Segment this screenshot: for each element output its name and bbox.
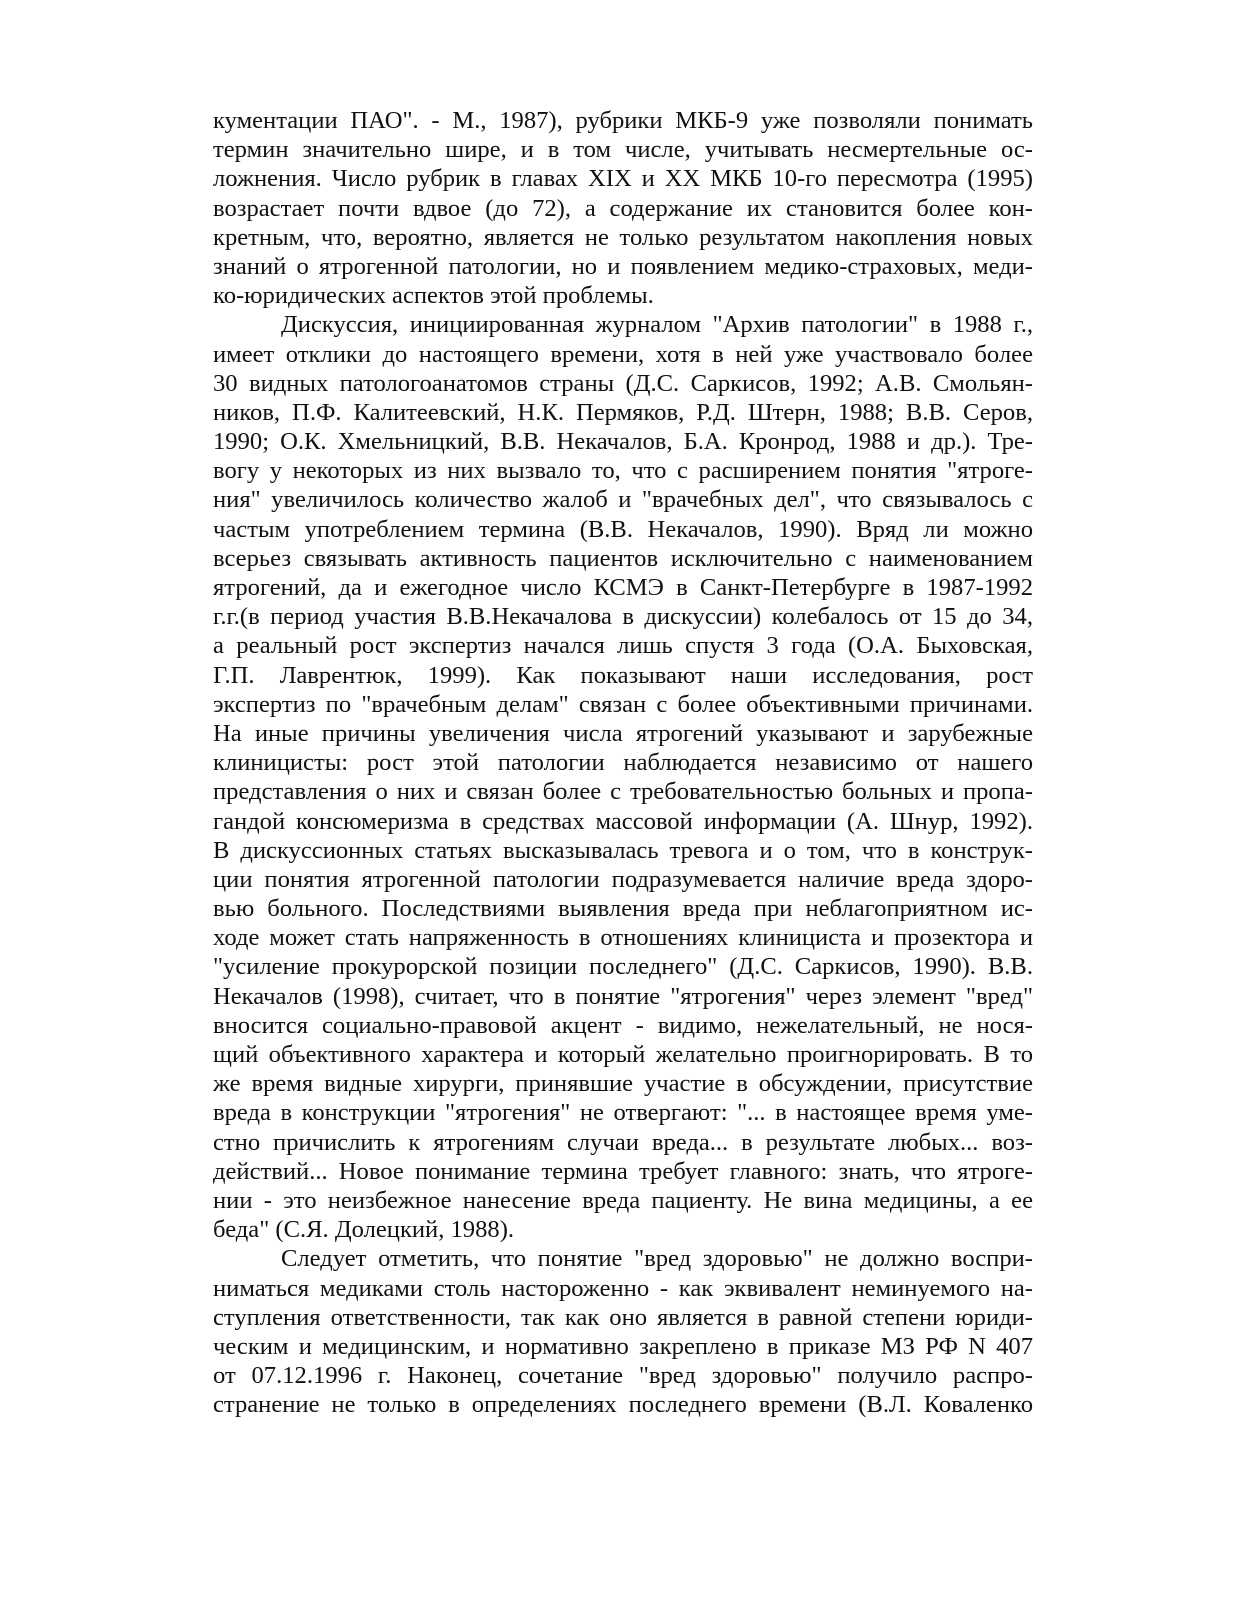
text-line: ния" увеличилось количество жалоб и "врачебных дел", что связывалось с	[213, 486, 1033, 514]
text-line: вью больного. Последствиями выявления вреда при неблагоприятном ис-	[213, 895, 1033, 923]
text-line: Дискуссия, инициированная журналом "Архив патологии" в 1988 г.,	[281, 311, 1033, 339]
text-line: Г.П. Лаврентюк, 1999). Как показывают наши исследования, рост	[213, 661, 1033, 689]
text-line: Некачалов (1998), считает, что в понятие "ятрогения" через элемент "вред"	[213, 982, 1033, 1010]
text-line: термин значительно шире, и в том числе, учитывать несмертельные ос-	[213, 136, 1033, 164]
text-line: ложнения. Число рубрик в главах XIX и XX МКБ 10-го пересмотра (1995)	[213, 165, 1033, 193]
document-page	[213, 106, 1033, 1419]
text-line: 1990; О.К. Хмельницкий, В.В. Некачалов, Б.А. Кронрод, 1988 и др.). Тре-	[213, 428, 1033, 456]
text-line: знаний о ятрогенной патологии, но и появлением медико-страховых, меди-	[213, 252, 1033, 280]
text-line: ходе может стать напряженность в отношениях клинициста и прозектора и	[213, 924, 1033, 952]
text-line: Следует отметить, что понятие "вред здоровью" не должно воспри-	[281, 1245, 1033, 1273]
text-line: нии - это неизбежное нанесение вреда пациенту. Не вина медицины, а ее	[213, 1186, 1033, 1214]
text-line: действий... Новое понимание термина требует главного: знать, что ятроге-	[213, 1157, 1033, 1185]
text-line: беда" (С.Я. Долецкий, 1988).	[213, 1216, 515, 1244]
text-line: ческим и медицинским, и нормативно закреплено в приказе МЗ РФ N 407	[213, 1332, 1033, 1360]
text-line: вносится социально-правовой акцент - видимо, нежелательный, не нося-	[213, 1011, 1033, 1039]
text-line: кретным, что, вероятно, является не только результатом накопления новых	[213, 223, 1033, 251]
text-line: гандой консюмеризма в средствах массовой информации (А. Шнур, 1992).	[213, 807, 1033, 835]
text-line: 30 видных патологоанатомов страны (Д.С. Саркисов, 1992; А.В. Смольян-	[213, 369, 1033, 397]
text-line: ниматься медиками столь настороженно - как эквивалент неминуемого на-	[213, 1274, 1033, 1302]
paragraph	[213, 106, 1033, 310]
text-line: вогу у некоторых из них вызвало то, что с расширением понятия "ятроге-	[213, 457, 1033, 485]
text-line: На иные причины увеличения числа ятрогений указывают и зарубежные	[213, 719, 1033, 747]
text-line: частым употреблением термина (В.В. Некачалов, 1990). Вряд ли можно	[213, 515, 1033, 543]
text-line: щий объективного характера и который желательно проигнорировать. В то	[213, 1041, 1033, 1068]
paragraph	[213, 310, 1033, 1244]
text-line: ников, П.Ф. Калитеевский, Н.К. Пермяков, Р.Д. Штерн, 1988; В.В. Серов,	[213, 398, 1033, 426]
text-line: ятрогений, да и ежегодное число КСМЭ в Санкт-Петербурге в 1987-1992	[213, 574, 1033, 601]
paragraph	[213, 1244, 1033, 1419]
text-line: г.г.(в период участия В.В.Некачалова в дискуссии) колебалось от 15 до 34,	[213, 603, 1033, 631]
text-line: В дискуссионных статьях высказывалась тревога и о том, что в конструк-	[213, 836, 1033, 864]
text-line: ступления ответственности, так как оно является в равной степени юриди-	[213, 1303, 1033, 1331]
text-line: стно причислить к ятрогениям случаи вреда... в результате любых... воз-	[213, 1128, 1033, 1156]
text-line: ко-юридических аспектов этой проблемы.	[213, 282, 654, 310]
text-line: странение не только в определениях последнего времени (В.Л. Коваленко	[213, 1391, 1033, 1419]
text-line: имеет отклики до настоящего времени, хотя в ней уже участвовало более	[213, 340, 1033, 368]
text-line: же время видные хирурги, принявшие участие в обсуждении, присутствие	[213, 1070, 1033, 1098]
text-line: а реальный рост экспертиз начался лишь спустя 3 года (О.А. Быховская,	[213, 632, 1033, 660]
text-line: кументации ПАО". - М., 1987), рубрики МКБ-9 уже позволяли понимать	[213, 107, 1033, 134]
text-line: представления о них и связан более с требовательностью больных и пропа-	[213, 778, 1033, 806]
text-line: от 07.12.1996 г. Наконец, сочетание "вред здоровью" получило распро-	[213, 1362, 1033, 1390]
text-line: возрастает почти вдвое (до 72), а содержание их становится более кон-	[213, 194, 1033, 222]
text-line: ции понятия ятрогенной патологии подразумевается наличие вреда здоро-	[213, 865, 1033, 893]
text-line: вреда в конструкции "ятрогения" не отвергают: "... в настоящее время уме-	[213, 1099, 1033, 1127]
text-line: "усиление прокурорской позиции последнего" (Д.С. Саркисов, 1990). В.В.	[213, 953, 1033, 981]
text-line: клиницисты: рост этой патологии наблюдается независимо от нашего	[213, 749, 1033, 777]
text-line: экспертиз по "врачебным делам" связан с более объективными причинами.	[213, 690, 1033, 718]
text-line: всерьез связывать активность пациентов исключительно с наименованием	[213, 544, 1033, 572]
